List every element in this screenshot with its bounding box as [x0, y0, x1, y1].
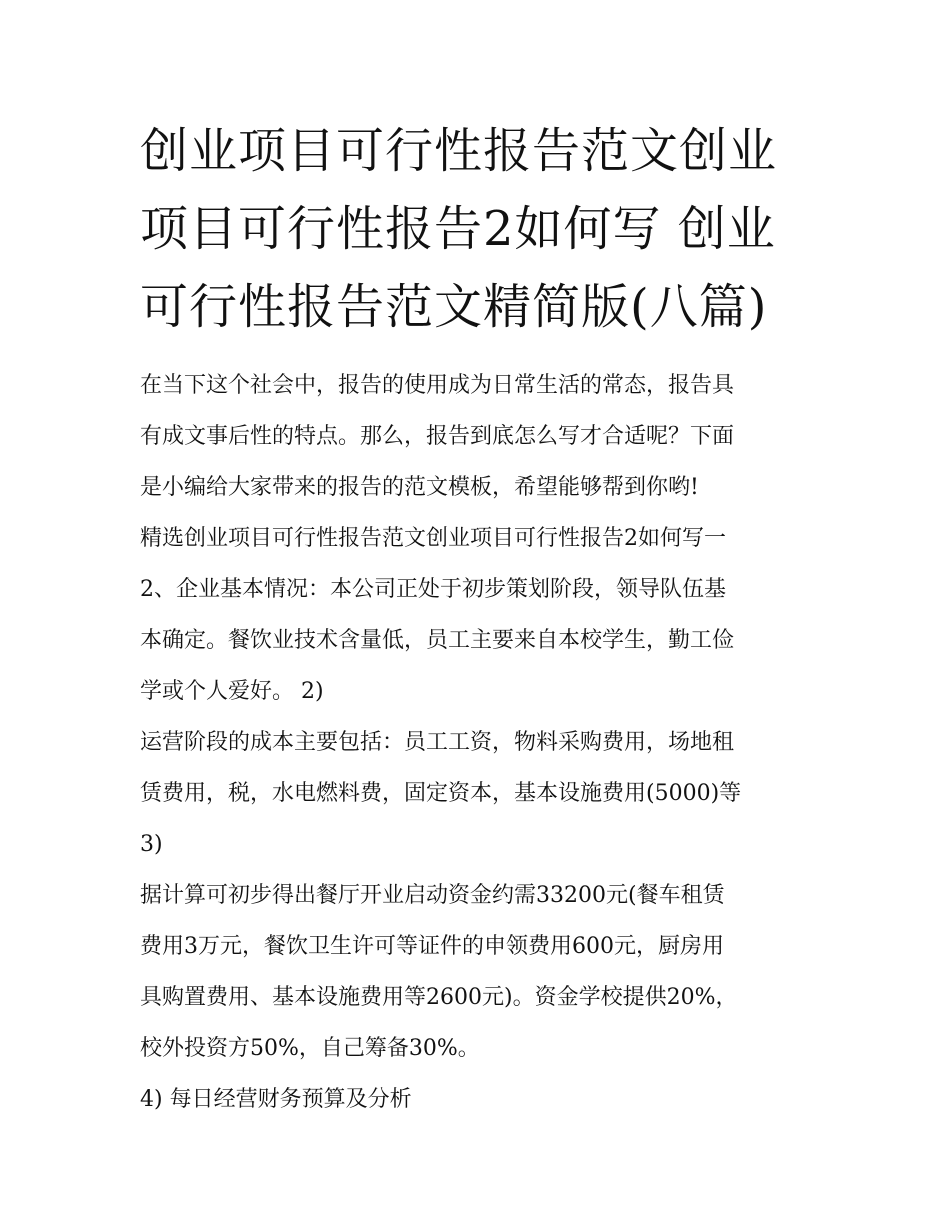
text-line: 在当下这个社会中，报告的使用成为日常生活的常态，报告具 [140, 373, 735, 398]
title-line: 创业项目可行性报告范文创业 [140, 123, 778, 179]
text-line: 有成文事后性的特点。那么，报告到底怎么写才合适呢？下面 [140, 424, 735, 449]
budget-heading-paragraph [140, 1074, 820, 1125]
text-line: 学或个人爱好。 2) [140, 679, 324, 704]
text-line: 校外投资方50%，自己筹备30%。 [140, 1036, 480, 1061]
title-line: 项目可行性报告2如何写 创业 [140, 201, 776, 257]
text-line: 运营阶段的成本主要包括：员工工资，物料采购费用，场地租 [140, 730, 735, 755]
startup-funds-paragraph [140, 870, 820, 1074]
operating-cost-paragraph [140, 717, 820, 870]
document-page [140, 112, 820, 1125]
text-line: 精选创业项目可行性报告范文创业项目可行性报告2如何写一 [140, 526, 726, 551]
intro-paragraph [140, 360, 820, 513]
text-line: 赁费用，税，水电燃料费，固定资本，基本设施费用(5000)等 [140, 781, 742, 806]
text-line: 是小编给大家带来的报告的范文模板，希望能够帮到你哟! [140, 475, 699, 500]
company-info-paragraph [140, 564, 820, 717]
title-line: 可行性报告范文精简版(八篇) [140, 279, 768, 335]
section-heading-paragraph [140, 513, 820, 564]
document-title [140, 112, 820, 346]
text-line: 2、企业基本情况：本公司正处于初步策划阶段，领导队伍基 [140, 577, 726, 602]
text-line: 本确定。餐饮业技术含量低，员工主要来自本校学生，勤工俭 [140, 628, 735, 653]
text-line: 具购置费用、基本设施费用等2600元)。资金学校提供20%， [140, 985, 738, 1010]
text-line: 费用3万元，餐饮卫生许可等证件的申领费用600元，厨房用 [140, 934, 724, 959]
text-line: 据计算可初步得出餐厅开业启动资金约需33200元(餐车租赁 [140, 883, 725, 908]
text-line: 3) [140, 832, 163, 857]
text-line: 4) 每日经营财务预算及分析 [140, 1087, 412, 1112]
